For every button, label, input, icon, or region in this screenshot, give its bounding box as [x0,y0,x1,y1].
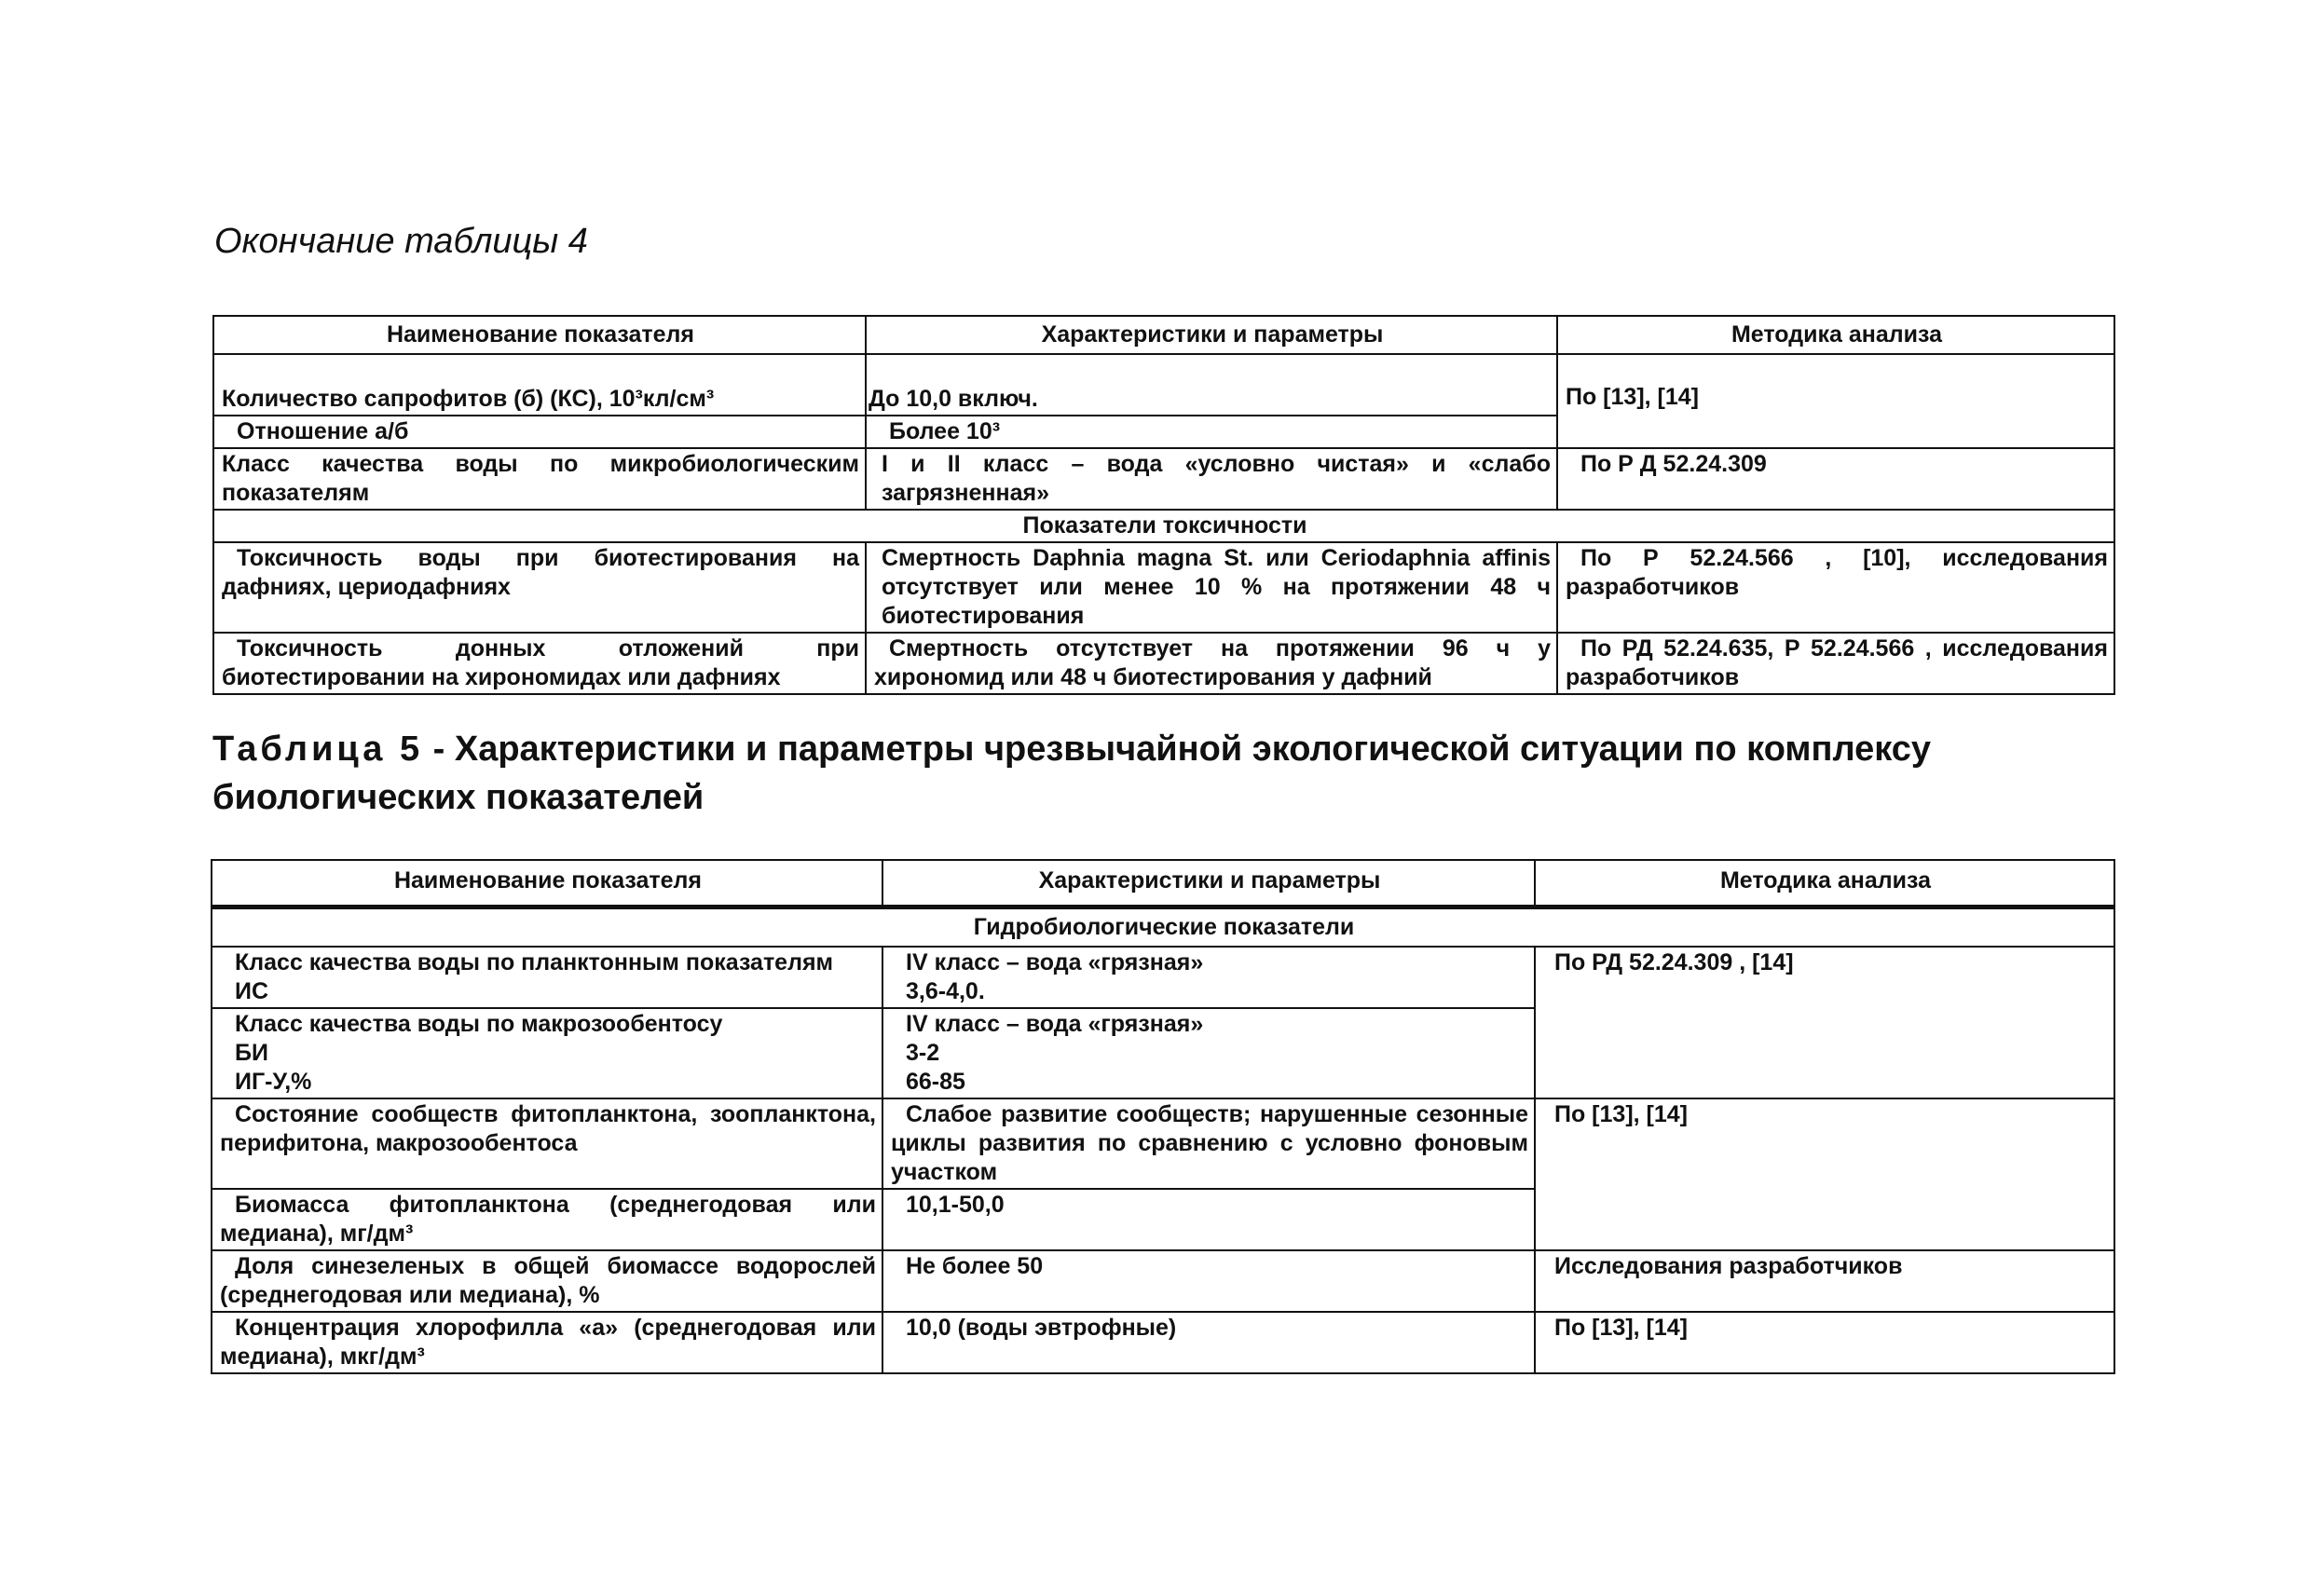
header-method: Методика анализа [1557,316,2114,354]
table5-caption-text: - Характеристики и параметры чрезвычайной экологической ситуации по комплексу биологических показателей [212,730,1932,817]
row-params: 10,0 (воды эвтрофные) [882,1312,1535,1373]
row-method: По [13], [14] [1535,1312,2114,1373]
row-params: I и II класс – вода «условно чистая» и «слабо загрязненная» [866,448,1557,510]
table-header-row [212,860,2114,907]
row-name-line: Класс качества воды по планктонным показателям [235,949,834,975]
header-name: Наименование показателя [213,316,866,354]
row-name [212,1008,882,1098]
row-params: Слабое развитие сообществ; нарушенные сезонные циклы развития по сравнению с условно фоновым участком [882,1098,1535,1189]
section-title: Показатели токсичности [213,510,2114,542]
section-row [213,510,2114,542]
row-params-line: IV класс – вода «грязная» [906,949,1204,975]
row-name-line: БИ [235,1040,268,1066]
table-row [213,448,2114,510]
row-params: Смертность отсутствует на протяжении 96 ч у хирономид или 48 ч биотестирования у дафний [866,633,1557,694]
table-row [213,633,2114,694]
row-params-line: 3-2 [906,1040,940,1066]
table-row [212,947,2114,1008]
header-name: Наименование показателя [212,860,882,907]
row-params: 10,1-50,0 [882,1189,1535,1250]
row-name: Доля синезеленых в общей биомассе водорослей (среднегодовая или медиана), % [212,1250,882,1312]
row-name-line: Класс качества воды по макрозообентосу [235,1011,723,1037]
header-params: Характеристики и параметры [882,860,1535,907]
table5-caption [212,725,2123,822]
row-name [212,947,882,1008]
table-header-row [213,316,2114,354]
section-title: Гидробиологические показатели [212,907,2114,948]
table-row [213,542,2114,633]
row-name: Количество сапрофитов (б) (КС), 10³кл/см³ [213,354,866,416]
row-method: По [13], [14] [1535,1098,2114,1250]
table-row [212,1250,2114,1312]
row-params [882,1008,1535,1098]
table-5 [211,859,2115,1374]
row-params-line: IV класс – вода «грязная» [906,1011,1204,1037]
row-params: Смертность Daphnia magna St. или Ceriodaphnia affinis отсутствует или менее 10 % на протяжении 48 ч биотестирования [866,542,1557,633]
row-method: По Р Д 52.24.309 [1557,448,2114,510]
row-params-line: 66-85 [906,1069,965,1095]
row-name: Класс качества воды по микробиологическим показателям [213,448,866,510]
row-method: По РД 52.24.635, Р 52.24.566 , исследования разработчиков [1557,633,2114,694]
table4-caption: Окончание таблицы 4 [214,222,588,261]
table5-caption-lead: Таблица 5 [212,730,424,769]
row-name: Состояние сообществ фитопланктона, зоопланктона, перифитона, макрозообентоса [212,1098,882,1189]
section-row [212,907,2114,948]
table-row [213,354,2114,416]
row-method: По РД 52.24.309 , [14] [1535,947,2114,1098]
row-method: Исследования разработчиков [1535,1250,2114,1312]
row-name: Отношение а/б [213,416,866,448]
row-params [882,947,1535,1008]
row-method: По Р 52.24.566 , [10], исследования разработчиков [1557,542,2114,633]
row-name: Биомасса фитопланктона (среднегодовая или медиана), мг/дм³ [212,1189,882,1250]
header-params: Характеристики и параметры [866,316,1557,354]
table-4 [212,315,2115,695]
row-params: Не более 50 [882,1250,1535,1312]
row-name-line: ИС [235,978,269,1004]
header-method: Методика анализа [1535,860,2114,907]
row-method: По [13], [14] [1557,354,2114,448]
row-name: Концентрация хлорофилла «а» (среднегодовая или медиана), мкг/дм³ [212,1312,882,1373]
row-name: Токсичность донных отложений при биотестировании на хирономидах или дафниях [213,633,866,694]
row-params: Более 10³ [866,416,1557,448]
table-row [212,1312,2114,1373]
table-row [212,1098,2114,1189]
row-params: До 10,0 включ. [866,354,1557,416]
row-name-line: ИГ-У,% [235,1069,312,1095]
row-params-line: 3,6-4,0. [906,978,985,1004]
row-name: Токсичность воды при биотестирования на дафниях, цериодафниях [213,542,866,633]
